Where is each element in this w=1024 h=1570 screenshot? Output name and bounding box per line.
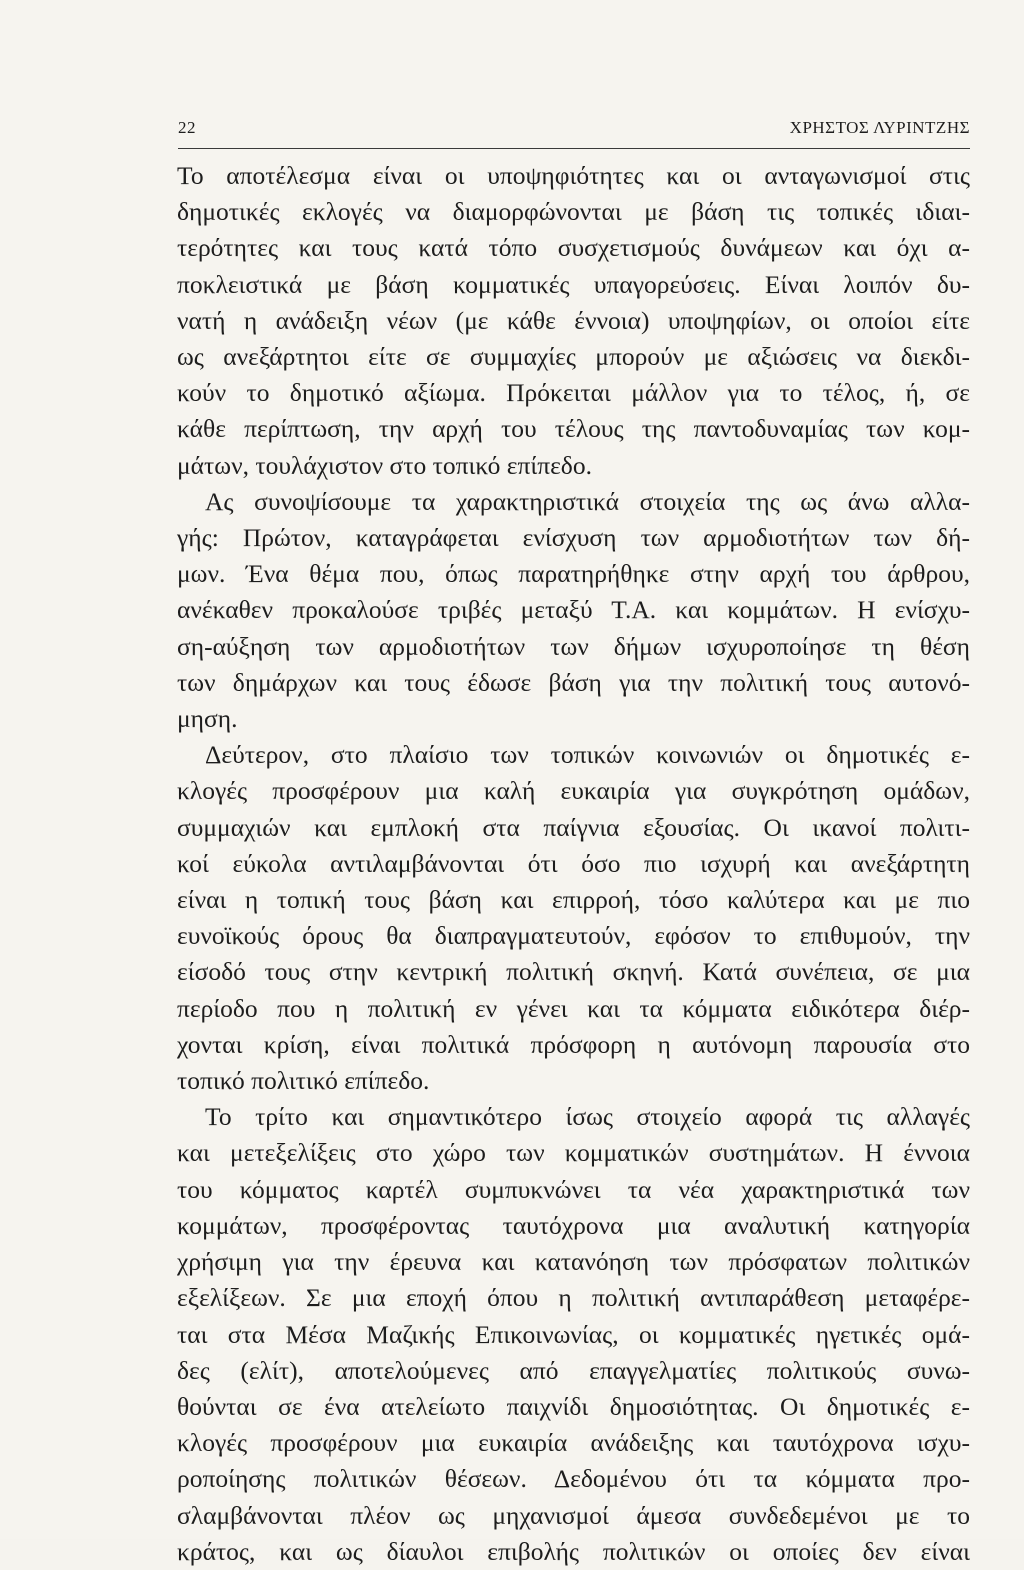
text-line: κομμάτων, προσφέροντας ταυτόχρονα μια αναλυτική κατηγορία: [177, 1210, 970, 1240]
text-line: κάθε περίπτωση, την αρχή του τέλους της παντοδυναμίας των κομ-: [177, 414, 970, 444]
running-head: [178, 116, 970, 149]
text-line: κοί εύκολα αντιλαμβάνονται ότι όσο πιο ισχυρή και ανεξάρτητη: [177, 848, 970, 878]
text-line: περίοδο που η πολιτική εν γένει και τα κόμματα ειδικότερα διέρ-: [177, 993, 970, 1023]
text-line: Δεύτερον, στο πλαίσιο των τοπικών κοινωνιών οι δημοτικές ε-: [205, 740, 970, 770]
text-line: θούνται σε ένα ατελείωτο παιχνίδι δημοσιότητας. Οι δημοτικές ε-: [177, 1391, 970, 1421]
paragraph: [177, 1099, 970, 1570]
page-number: 22: [178, 118, 196, 137]
paragraph: [177, 484, 970, 737]
running-head-author: ΧΡΗΣΤΟΣ ΛΥΡΙΝΤΖΗΣ: [789, 118, 970, 137]
text-line: δες (ελίτ), αποτελούμενες από επαγγελματίες πολιτικούς συνω-: [177, 1355, 970, 1385]
text-line: ανέκαθεν προκαλούσε τριβές μεταξύ Τ.Α. και κομμάτων. Η ενίσχυ-: [177, 595, 970, 625]
text-line: χονται κρίση, είναι πολιτικά πρόσφορη η αυτόνομη παρουσία στο: [177, 1029, 970, 1059]
text-line: σλαμβάνονται πλέον ως μηχανισμοί άμεσα συνδεδεμένοι με το: [177, 1500, 970, 1530]
paragraph: [177, 737, 970, 1099]
text-line: συμμαχιών και εμπλοκή στα παίγνια εξουσίας. Οι ικανοί πολιτι-: [177, 812, 970, 842]
text-line: Ας συνοψίσουμε τα χαρακτηριστικά στοιχεία της ως άνω αλλα-: [205, 486, 970, 516]
text-line: ση-αύξηση των αρμοδιοτήτων των δήμων ισχυροποίησε τη θέση: [177, 631, 970, 661]
text-line: του κόμματος καρτέλ συμπυκνώνει τα νέα χαρακτηριστικά των: [177, 1174, 970, 1204]
text-line: μων. Ένα θέμα που, όπως παρατηρήθηκε στην αρχή του άρθρου,: [177, 559, 970, 589]
text-line: χρήσιμη για την έρευνα και κατανόηση των πρόσφατων πολιτικών: [177, 1247, 970, 1277]
text-line: κλογές προσφέρουν μια ευκαιρία ανάδειξης και ταυτόχρονα ισχυ-: [177, 1428, 970, 1458]
text-line: ευνοϊκούς όρους θα διαπραγματευτούν, εφόσον το επιθυμούν, την: [177, 921, 970, 951]
text-line: εξελίξεων. Σε μια εποχή όπου η πολιτική αντιπαράθεση μεταφέρε-: [177, 1283, 970, 1313]
text-line: μάτων, τουλάχιστον στο τοπικό επίπεδο.: [177, 450, 592, 480]
text-line: τερότητες και τους κατά τόπο συσχετισμούς δυνάμεων και όχι α-: [177, 233, 970, 263]
text-line: ως ανεξάρτητοι είτε σε συμμαχίες μπορούν με αξιώσεις να διεκδι-: [177, 342, 970, 372]
text-line: δημοτικές εκλογές να διαμορφώνονται με βάση τις τοπικές ιδιαι-: [177, 197, 970, 227]
text-line: είσοδό τους στην κεντρική πολιτική σκηνή. Κατά συνέπεια, σε μια: [177, 957, 970, 987]
text-line: και μετεξελίξεις στο χώρο των κομματικών συστημάτων. Η έννοια: [177, 1138, 970, 1168]
text-line: των δημάρχων και τους έδωσε βάση για την πολιτική τους αυτονό-: [177, 667, 970, 697]
text-line: μηση.: [177, 704, 238, 734]
body-text: [177, 158, 970, 1570]
text-line: κράτος, και ως δίαυλοι επιβολής πολιτικών οι οποίες δεν είναι: [177, 1536, 970, 1566]
text-line: γής: Πρώτον, καταγράφεται ενίσχυση των αρμοδιοτήτων των δή-: [177, 523, 970, 553]
text-line: Το αποτέλεσμα είναι οι υποψηφιότητες και οι ανταγωνισμοί στις: [177, 161, 970, 190]
text-line: Το τρίτο και σημαντικότερο ίσως στοιχείο αφορά τις αλλαγές: [205, 1102, 970, 1132]
text-line: νατή η ανάδειξη νέων (με κάθε έννοια) υποψηφίων, οι οποίοι είτε: [177, 305, 970, 335]
text-line: ποκλειστικά με βάση κομματικές υπαγορεύσεις. Είναι λοιπόν δυ-: [177, 269, 970, 299]
text-line: ροποίησης πολιτικών θέσεων. Δεδομένου ότι τα κόμματα προ-: [177, 1464, 970, 1494]
text-line: κλογές προσφέρουν μια καλή ευκαιρία για συγκρότηση ομάδων,: [177, 776, 970, 806]
text-line: ται στα Μέσα Μαζικής Επικοινωνίας, οι κομματικές ηγετικές ομά-: [177, 1319, 970, 1349]
text-line: κούν το δημοτικό αξίωμα. Πρόκειται μάλλον για το τέλος, ή, σε: [177, 378, 970, 408]
text-line: είναι η τοπική τους βάση και επιρροή, τόσο καλύτερα και με πιο: [177, 885, 970, 915]
paragraph: [177, 158, 970, 484]
text-line: τοπικό πολιτικό επίπεδο.: [177, 1066, 430, 1096]
